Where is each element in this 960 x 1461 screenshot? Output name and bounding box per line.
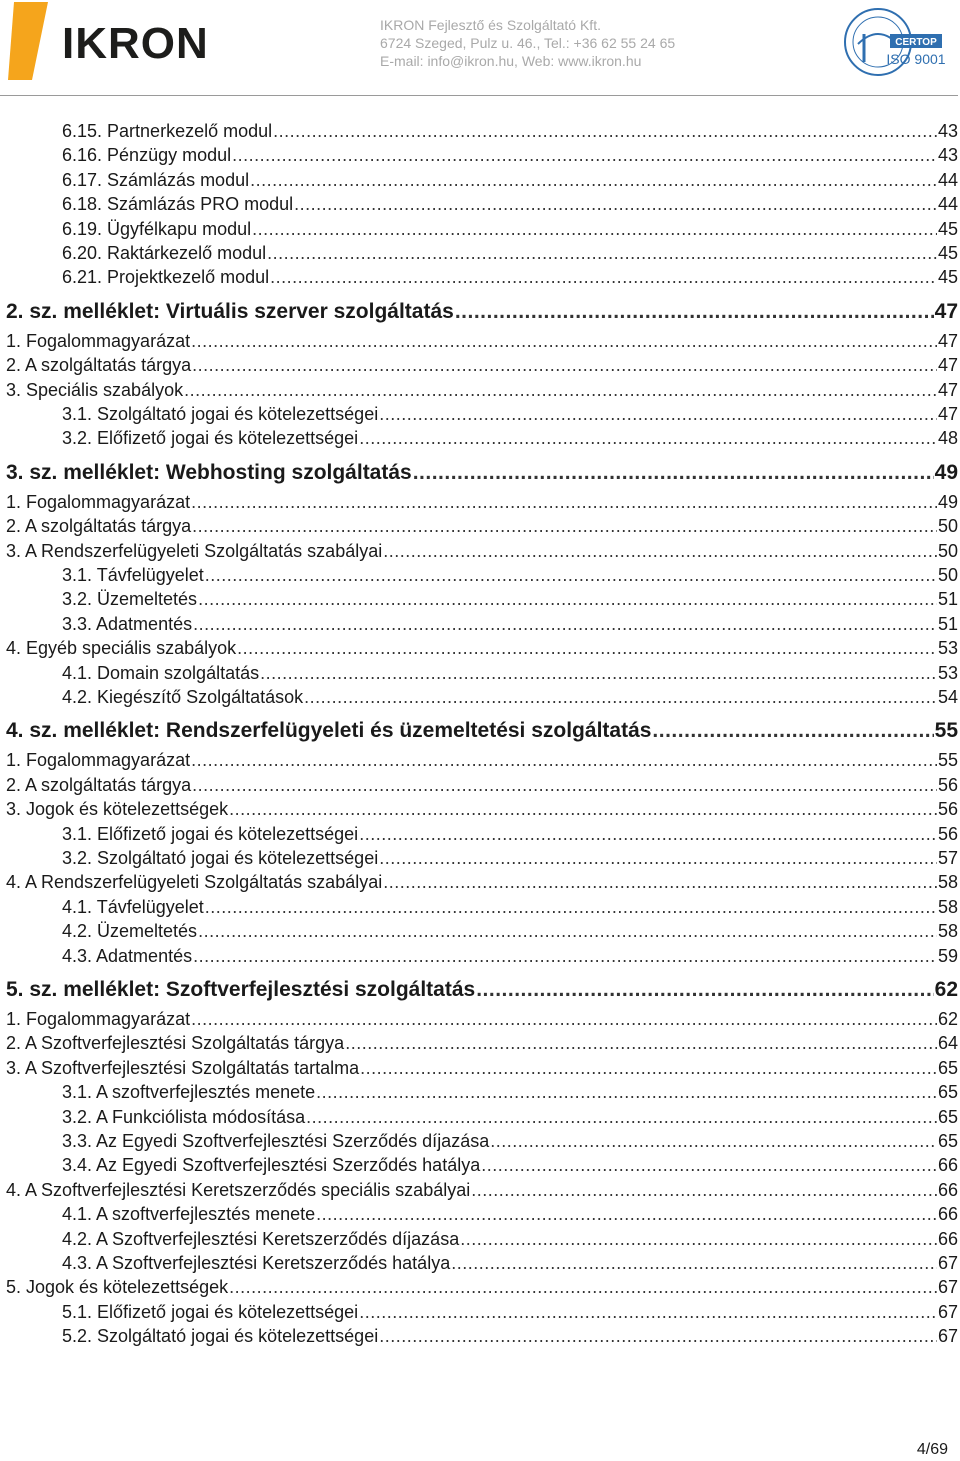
toc-dot-leader [476, 976, 933, 1004]
toc-entry-title: 3. Speciális szabályok [6, 379, 184, 400]
toc-entry[interactable] [62, 218, 958, 240]
toc-entry-title: 4. A Rendszerfelügyeleti Szolgáltatás szabályai [6, 872, 383, 893]
toc-entry-title: 5.1. Előfizető jogai és kötelezettségei [62, 1301, 359, 1322]
toc-entry-page: 65 [937, 1057, 958, 1078]
toc-entry[interactable] [6, 637, 958, 659]
toc-entry-title: 3.1. Távfelügyelet [62, 565, 204, 585]
toc-entry[interactable] [62, 1325, 958, 1347]
toc-entry[interactable] [62, 169, 958, 191]
toc-dot-leader [383, 871, 937, 893]
toc-entry[interactable] [6, 354, 958, 376]
toc-entry-title: 5.2. Szolgáltató jogai és kötelezettségei [62, 1326, 379, 1347]
toc-entry[interactable] [6, 976, 958, 1004]
toc-entry-title: 1. Fogalommagyarázat [6, 491, 191, 512]
toc-entry-title: 4.3. A Szoftverfejlesztési Keretszerződés hatálya [62, 1253, 451, 1273]
toc-entry[interactable] [62, 266, 958, 288]
toc-entry[interactable] [62, 144, 958, 166]
toc-entry[interactable] [62, 613, 958, 635]
toc-entry-page: 48 [937, 428, 958, 449]
toc-entry[interactable] [6, 540, 958, 562]
toc-dot-leader [250, 169, 937, 191]
toc-entry-page: 66 [937, 1155, 958, 1176]
toc-entry[interactable] [6, 459, 958, 487]
toc-entry[interactable] [62, 920, 958, 942]
toc-entry[interactable] [6, 749, 958, 771]
toc-entry-page: 47 [937, 330, 958, 351]
toc-entry-title: 3.4. Az Egyedi Szoftverfejlesztési Szerződés hatálya [62, 1155, 481, 1176]
toc-entry-page: 66 [937, 1204, 958, 1225]
toc-dot-leader [379, 403, 937, 425]
company-info [380, 16, 675, 70]
toc-entry-title: 4.2. Kiegészítő Szolgáltatások [62, 687, 304, 707]
toc-entry[interactable] [6, 1276, 958, 1298]
toc-entry-title: 5. sz. melléklet: Szoftverfejlesztési szolgáltatás [6, 978, 476, 1001]
toc-entry[interactable] [62, 1203, 958, 1225]
toc-entry[interactable] [62, 1130, 958, 1152]
toc-dot-leader [205, 896, 937, 918]
toc-entry[interactable] [6, 774, 958, 796]
toc-entry-page: 56 [937, 774, 958, 795]
toc-entry[interactable] [6, 1008, 958, 1030]
toc-entry-page: 65 [937, 1131, 958, 1151]
toc-dot-leader [273, 120, 937, 142]
toc-entry[interactable] [6, 491, 958, 513]
toc-entry-page: 47 [937, 379, 958, 400]
cert-iso-text: ISO 9001 [886, 51, 946, 67]
toc-entry[interactable] [62, 1228, 958, 1250]
toc-entry-page: 49 [934, 460, 958, 484]
toc-entry-title: 3.2. A Funkciólista módosítása [62, 1106, 306, 1127]
company-name: IKRON Fejlesztő és Szolgáltató Kft. [380, 17, 601, 33]
cert-badge-text: CERTOP [895, 37, 937, 48]
toc-entry[interactable] [6, 1032, 958, 1054]
toc-dot-leader [490, 1130, 937, 1152]
toc-entry-title: 3. A Rendszerfelügyeleti Szolgáltatás szabályai [6, 540, 383, 561]
toc-entry-page: 57 [937, 848, 958, 868]
toc-entry-title: 1. Fogalommagyarázat [6, 1009, 191, 1029]
toc-entry-title: 3.1. Szolgáltató jogai és kötelezettségei [62, 404, 379, 424]
toc-entry[interactable] [6, 298, 958, 326]
toc-entry[interactable] [6, 1057, 958, 1079]
toc-entry[interactable] [62, 564, 958, 586]
toc-entry[interactable] [62, 1154, 958, 1176]
toc-dot-leader [460, 1228, 937, 1250]
toc-entry-page: 53 [937, 662, 958, 683]
toc-dot-leader [270, 266, 937, 288]
toc-entry[interactable] [6, 379, 958, 401]
toc-entry[interactable] [6, 1179, 958, 1201]
toc-entry[interactable] [62, 945, 958, 967]
toc-entry[interactable] [62, 662, 958, 684]
toc-dot-leader [383, 540, 937, 562]
toc-entry-page: 50 [937, 516, 958, 537]
toc-dot-leader [359, 427, 937, 449]
toc-entry-page: 51 [937, 613, 958, 634]
toc-entry-title: 6.17. Számlázás modul [62, 169, 250, 190]
toc-entry-title: 3.1. A szoftverfejlesztés menete [62, 1082, 316, 1103]
toc-dot-leader [359, 1301, 937, 1323]
toc-entry-page: 66 [937, 1228, 958, 1249]
toc-entry-title: 4. sz. melléklet: Rendszerfelügyeleti és üzemeltetési szolgáltatás [6, 719, 652, 743]
toc-entry-title: 4. A Szoftverfejlesztési Keretszerződés speciális szabályai [6, 1179, 471, 1200]
toc-entry-title: 3.1. Előfizető jogai és kötelezettségei [62, 823, 359, 844]
toc-entry-page: 56 [937, 823, 958, 844]
toc-entry-title: 3.3. Adatmentés [62, 613, 193, 634]
toc-entry-title: 2. A szolgáltatás tárgya [6, 355, 192, 376]
toc-entry-page: 67 [937, 1253, 958, 1273]
toc-entry-title: 3. sz. melléklet: Webhosting szolgáltatás [6, 460, 412, 484]
toc-entry-title: 6.20. Raktárkezelő modul [62, 243, 267, 263]
ikron-logo [6, 0, 246, 86]
toc-entry-title: 6.15. Partnerkezelő modul [62, 121, 273, 141]
toc-entry[interactable] [62, 427, 958, 449]
company-contact: E-mail: info@ikron.hu, Web: www.ikron.hu [380, 53, 642, 69]
toc-entry-page: 53 [937, 638, 958, 659]
toc-entry-title: 5. Jogok és kötelezettségek [6, 1277, 229, 1298]
toc-dot-leader [481, 1154, 937, 1176]
toc-entry-page: 58 [937, 921, 958, 942]
toc-entry-title: 3.2. Üzemeltetés [62, 589, 198, 610]
toc-dot-leader [379, 1325, 937, 1347]
toc-entry-title: 6.16. Pénzügy modul [62, 145, 232, 166]
toc-dot-leader [304, 686, 937, 708]
toc-dot-leader [413, 459, 934, 487]
toc-entry-page: 44 [937, 194, 958, 215]
toc-dot-leader [455, 298, 934, 326]
toc-entry-page: 45 [937, 218, 958, 239]
toc-entry-page: 45 [937, 267, 958, 288]
toc-entry[interactable] [62, 1252, 958, 1274]
toc-entry[interactable] [62, 686, 958, 708]
toc-entry[interactable] [62, 1081, 958, 1103]
toc-entry-page: 67 [937, 1277, 958, 1298]
toc-entry-title: 3. Jogok és kötelezettségek [6, 799, 229, 820]
toc-entry-title: 4.1. A szoftverfejlesztés menete [62, 1204, 316, 1225]
toc-dot-leader [191, 1008, 937, 1030]
toc-entry-page: 49 [937, 491, 958, 512]
toc-dot-leader [471, 1179, 937, 1201]
toc-entry-title: 4.3. Adatmentés [62, 945, 193, 966]
toc-entry-page: 55 [934, 719, 958, 743]
toc-entry-title: 6.19. Ügyfélkapu modul [62, 218, 252, 239]
toc-entry-title: 6.18. Számlázás PRO modul [62, 194, 294, 215]
toc-entry-page: 62 [934, 978, 958, 1001]
toc-entry-page: 64 [937, 1033, 958, 1054]
toc-entry-page: 47 [937, 404, 958, 424]
toc-entry[interactable] [62, 588, 958, 610]
toc-dot-leader [316, 1081, 937, 1103]
toc-dot-leader [192, 354, 937, 376]
toc-entry[interactable] [62, 1301, 958, 1323]
toc-dot-leader [191, 749, 937, 771]
company-address: 6724 Szeged, Pulz u. 46., Tel.: +36 62 55 24 65 [380, 35, 676, 51]
toc-dot-leader [260, 662, 937, 684]
toc-entry[interactable] [62, 120, 958, 142]
toc-dot-leader [294, 193, 937, 215]
toc-entry[interactable] [62, 403, 958, 425]
toc-entry-title: 2. A szolgáltatás tárgya [6, 516, 192, 537]
toc-entry-page: 51 [937, 589, 958, 610]
toc-dot-leader [198, 588, 937, 610]
toc-entry-page: 45 [937, 243, 958, 263]
toc-entry[interactable] [62, 1106, 958, 1128]
toc-entry-page: 65 [937, 1082, 958, 1103]
toc-entry-page: 50 [937, 540, 958, 561]
toc-entry-page: 47 [934, 299, 958, 323]
toc-entry-title: 6.21. Projektkezelő modul [62, 267, 270, 288]
toc-entry[interactable] [6, 798, 958, 820]
toc-entry-title: 3. A Szoftverfejlesztési Szolgáltatás tartalma [6, 1057, 360, 1078]
toc-entry[interactable] [6, 330, 958, 352]
toc-entry-page: 66 [937, 1179, 958, 1200]
toc-entry-title: 4.2. Üzemeltetés [62, 921, 198, 942]
toc-dot-leader [193, 945, 937, 967]
toc-dot-leader [360, 1057, 937, 1079]
toc-dot-leader [379, 847, 937, 869]
toc-dot-leader [652, 717, 933, 745]
toc-entry-title: 2. A Szoftverfejlesztési Szolgáltatás tárgya [6, 1033, 345, 1054]
toc-dot-leader [316, 1203, 937, 1225]
toc-entry-title: 4.1. Domain szolgáltatás [62, 662, 260, 683]
toc-dot-leader [229, 798, 937, 820]
toc-dot-leader [359, 823, 937, 845]
toc-entry-page: 65 [937, 1106, 958, 1127]
toc-dot-leader [237, 637, 937, 659]
toc-entry-page: 43 [937, 121, 958, 141]
toc-dot-leader [232, 144, 937, 166]
toc-dot-leader [198, 920, 937, 942]
toc-dot-leader [192, 774, 937, 796]
toc-dot-leader [252, 218, 937, 240]
toc-entry-page: 67 [937, 1301, 958, 1322]
toc-entry[interactable] [62, 823, 958, 845]
header-divider [0, 95, 958, 96]
toc-dot-leader [192, 515, 937, 537]
toc-entry-title: 2. sz. melléklet: Virtuális szerver szolgáltatás [6, 299, 454, 323]
toc-entry-title: 1. Fogalommagyarázat [6, 750, 191, 771]
toc-entry-page: 44 [937, 169, 958, 190]
toc-entry-title: 1. Fogalommagyarázat [6, 330, 191, 351]
toc-dot-leader [191, 491, 937, 513]
toc-entry-page: 58 [937, 896, 958, 917]
toc-entry[interactable] [62, 193, 958, 215]
toc-entry[interactable] [6, 515, 958, 537]
toc-entry-page: 55 [937, 750, 958, 771]
page-header [0, 0, 960, 96]
toc-entry[interactable] [6, 717, 958, 745]
toc-entry-page: 62 [937, 1009, 958, 1029]
toc-entry[interactable] [62, 847, 958, 869]
toc-entry[interactable] [6, 871, 958, 893]
toc-entry-page: 47 [937, 355, 958, 376]
logo-text: IKRON [62, 19, 209, 68]
toc-entry-title: 4.2. A Szoftverfejlesztési Keretszerződés díjazása [62, 1228, 460, 1249]
iso-certificate-seal [838, 4, 946, 80]
toc-entry-title: 3.3. Az Egyedi Szoftverfejlesztési Szerződés díjazása [62, 1131, 490, 1151]
toc-entry-page: 58 [937, 872, 958, 893]
page-number: 4/69 [916, 1441, 948, 1458]
toc-entry[interactable] [62, 242, 958, 264]
toc-dot-leader [205, 564, 937, 586]
toc-dot-leader [193, 613, 937, 635]
toc-entry-page: 43 [937, 145, 958, 166]
toc-entry-title: 3.2. Előfizető jogai és kötelezettségei [62, 428, 359, 449]
toc-entry-title: 3.2. Szolgáltató jogai és kötelezettségei [62, 848, 379, 868]
toc-entry-page: 59 [937, 945, 958, 966]
toc-entry-page: 56 [937, 799, 958, 820]
toc-entry-page: 50 [937, 565, 958, 585]
toc-entry-title: 4.1. Távfelügyelet [62, 896, 204, 917]
toc-dot-leader [345, 1032, 937, 1054]
toc-entry-title: 4. Egyéb speciális szabályok [6, 638, 237, 659]
toc-dot-leader [229, 1276, 937, 1298]
toc-dot-leader [184, 379, 937, 401]
toc-entry-title: 2. A szolgáltatás tárgya [6, 774, 192, 795]
toc-dot-leader [267, 242, 937, 264]
toc-dot-leader [451, 1252, 937, 1274]
toc-entry[interactable] [62, 896, 958, 918]
toc-dot-leader [191, 330, 937, 352]
toc-entry-page: 54 [937, 687, 958, 707]
toc-dot-leader [306, 1106, 937, 1128]
toc-entry-page: 67 [937, 1326, 958, 1347]
